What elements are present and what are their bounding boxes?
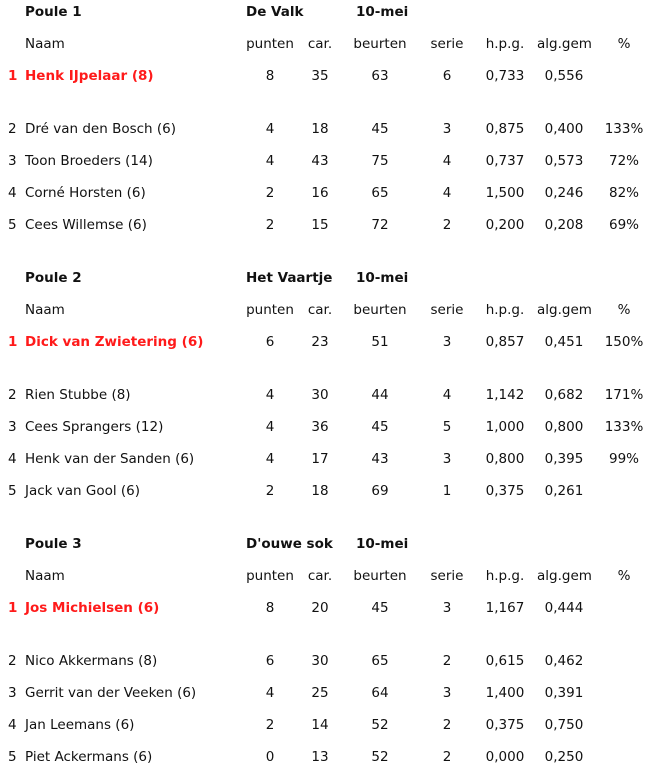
player-name: Jack van Gool (6)	[25, 483, 141, 499]
cell-punten: 2	[265, 717, 275, 733]
cell-punten: 4	[265, 387, 275, 403]
cell-beurten: 44	[371, 387, 389, 403]
cell-car: 15	[311, 217, 329, 233]
cell-hpg: 0,375	[485, 483, 525, 499]
player-name: Henk van der Sanden (6)	[25, 451, 195, 467]
cell-hpg: 1,167	[485, 600, 525, 616]
cell-serie: 2	[442, 717, 452, 733]
poule-title: Poule 1	[25, 4, 82, 20]
cell-car: 18	[311, 121, 329, 137]
rank-number: 1	[8, 68, 18, 84]
cell-algem: 0,246	[544, 185, 584, 201]
cell-pct: 72%	[608, 153, 639, 169]
cell-hpg: 1,400	[485, 685, 525, 701]
cell-algem: 0,556	[544, 68, 584, 84]
cell-pct: 69%	[608, 217, 639, 233]
winner-name: Jos Michielsen (6)	[25, 600, 160, 616]
cell-hpg: 1,000	[485, 419, 525, 435]
cell-serie: 5	[442, 419, 452, 435]
column-header-car: car.	[307, 302, 333, 318]
cell-algem: 0,800	[544, 419, 584, 435]
cell-serie: 4	[442, 387, 452, 403]
cell-car: 30	[311, 653, 329, 669]
cell-car: 43	[311, 153, 329, 169]
cell-hpg: 0,200	[485, 217, 525, 233]
column-header-naam: Naam	[25, 36, 65, 52]
poule-location: D'ouwe sok	[246, 536, 333, 552]
cell-algem: 0,391	[544, 685, 584, 701]
cell-beurten: 64	[371, 685, 389, 701]
poule-title: Poule 2	[25, 270, 82, 286]
cell-punten: 8	[265, 68, 275, 84]
column-header-serie: serie	[430, 568, 464, 584]
poule-title: Poule 3	[25, 536, 82, 552]
player-name: Nico Akkermans (8)	[25, 653, 158, 669]
cell-serie: 4	[442, 153, 452, 169]
player-name: Gerrit van der Veeken (6)	[25, 685, 197, 701]
player-name: Toon Broeders (14)	[25, 153, 153, 169]
cell-serie: 3	[442, 334, 452, 350]
rank-number: 1	[8, 600, 18, 616]
cell-pct: 171%	[604, 387, 644, 403]
poule-location: De Valk	[246, 4, 304, 20]
player-name: Rien Stubbe (8)	[25, 387, 131, 403]
cell-hpg: 0,737	[485, 153, 525, 169]
cell-serie: 6	[442, 68, 452, 84]
cell-algem: 0,208	[544, 217, 584, 233]
cell-punten: 6	[265, 334, 275, 350]
rank-number: 2	[8, 387, 17, 403]
cell-pct: 133%	[604, 121, 644, 137]
cell-beurten: 65	[371, 653, 389, 669]
cell-beurten: 75	[371, 153, 389, 169]
rank-number: 2	[8, 653, 17, 669]
cell-punten: 4	[265, 451, 275, 467]
rank-number: 3	[8, 153, 17, 169]
cell-hpg: 1,500	[485, 185, 525, 201]
cell-beurten: 65	[371, 185, 389, 201]
cell-car: 17	[311, 451, 329, 467]
cell-algem: 0,573	[544, 153, 584, 169]
cell-pct: 99%	[608, 451, 639, 467]
cell-serie: 2	[442, 749, 452, 765]
poule-location: Het Vaartje	[246, 270, 333, 286]
cell-algem: 0,250	[544, 749, 584, 765]
player-name: Cees Sprangers (12)	[25, 419, 164, 435]
winner-name: Henk IJpelaar (8)	[25, 68, 154, 84]
cell-serie: 3	[442, 451, 452, 467]
cell-car: 18	[311, 483, 329, 499]
cell-algem: 0,444	[544, 600, 584, 616]
cell-punten: 0	[265, 749, 275, 765]
cell-beurten: 51	[371, 334, 389, 350]
cell-punten: 2	[265, 185, 275, 201]
cell-beurten: 52	[371, 749, 389, 765]
column-header-car: car.	[307, 36, 333, 52]
rank-number: 5	[8, 483, 17, 499]
cell-punten: 2	[265, 483, 275, 499]
cell-punten: 6	[265, 653, 275, 669]
winner-name: Dick van Zwietering (6)	[25, 334, 204, 350]
player-name: Piet Ackermans (6)	[25, 749, 153, 765]
cell-pct: 82%	[608, 185, 639, 201]
rank-number: 1	[8, 334, 18, 350]
cell-serie: 4	[442, 185, 452, 201]
player-name: Cees Willemse (6)	[25, 217, 147, 233]
cell-car: 20	[311, 600, 329, 616]
cell-serie: 3	[442, 685, 452, 701]
cell-beurten: 72	[371, 217, 389, 233]
column-header-beurten: beurten	[353, 302, 407, 318]
cell-hpg: 0,800	[485, 451, 525, 467]
cell-beurten: 63	[371, 68, 389, 84]
column-header-algem: alg.gem	[537, 302, 592, 318]
player-name: Corné Horsten (6)	[25, 185, 146, 201]
column-header-algem: alg.gem	[537, 568, 592, 584]
cell-car: 25	[311, 685, 329, 701]
cell-car: 36	[311, 419, 329, 435]
cell-car: 23	[311, 334, 329, 350]
cell-algem: 0,395	[544, 451, 584, 467]
cell-serie: 3	[442, 121, 452, 137]
rank-number: 4	[8, 185, 17, 201]
column-header-pct: %	[617, 568, 631, 584]
column-header-hpg: h.p.g.	[485, 36, 525, 52]
poule-date: 10-mei	[356, 270, 409, 286]
column-header-beurten: beurten	[353, 568, 407, 584]
cell-algem: 0,682	[544, 387, 584, 403]
cell-punten: 4	[265, 153, 275, 169]
cell-beurten: 45	[371, 419, 389, 435]
cell-punten: 4	[265, 121, 275, 137]
column-header-hpg: h.p.g.	[485, 568, 525, 584]
cell-serie: 3	[442, 600, 452, 616]
cell-hpg: 0,615	[485, 653, 525, 669]
cell-car: 13	[311, 749, 329, 765]
player-name: Jan Leemans (6)	[25, 717, 135, 733]
rank-number: 2	[8, 121, 17, 137]
column-header-pct: %	[617, 302, 631, 318]
cell-car: 16	[311, 185, 329, 201]
rank-number: 5	[8, 217, 17, 233]
cell-car: 14	[311, 717, 329, 733]
cell-algem: 0,400	[544, 121, 584, 137]
cell-hpg: 0,375	[485, 717, 525, 733]
column-header-punten: punten	[246, 36, 294, 52]
cell-punten: 4	[265, 419, 275, 435]
cell-algem: 0,750	[544, 717, 584, 733]
column-header-car: car.	[307, 568, 333, 584]
cell-algem: 0,451	[544, 334, 584, 350]
column-header-punten: punten	[246, 302, 294, 318]
cell-beurten: 45	[371, 600, 389, 616]
cell-algem: 0,261	[544, 483, 584, 499]
column-header-punten: punten	[246, 568, 294, 584]
column-header-naam: Naam	[25, 568, 65, 584]
column-header-algem: alg.gem	[537, 36, 592, 52]
cell-punten: 8	[265, 600, 275, 616]
cell-car: 30	[311, 387, 329, 403]
rank-number: 5	[8, 749, 17, 765]
cell-hpg: 0,733	[485, 68, 525, 84]
cell-beurten: 45	[371, 121, 389, 137]
cell-serie: 2	[442, 217, 452, 233]
player-name: Dré van den Bosch (6)	[25, 121, 177, 137]
column-header-naam: Naam	[25, 302, 65, 318]
rank-number: 3	[8, 419, 17, 435]
cell-hpg: 0,857	[485, 334, 525, 350]
cell-algem: 0,462	[544, 653, 584, 669]
cell-serie: 2	[442, 653, 452, 669]
poule-date: 10-mei	[356, 4, 409, 20]
cell-hpg: 0,000	[485, 749, 525, 765]
column-header-hpg: h.p.g.	[485, 302, 525, 318]
cell-beurten: 52	[371, 717, 389, 733]
column-header-serie: serie	[430, 36, 464, 52]
rank-number: 3	[8, 685, 17, 701]
cell-punten: 2	[265, 217, 275, 233]
cell-beurten: 69	[371, 483, 389, 499]
poule-date: 10-mei	[356, 536, 409, 552]
cell-beurten: 43	[371, 451, 389, 467]
cell-pct: 150%	[604, 334, 644, 350]
column-header-serie: serie	[430, 302, 464, 318]
cell-hpg: 1,142	[485, 387, 525, 403]
rank-number: 4	[8, 451, 17, 467]
column-header-pct: %	[617, 36, 631, 52]
column-header-beurten: beurten	[353, 36, 407, 52]
cell-serie: 1	[442, 483, 452, 499]
rank-number: 4	[8, 717, 17, 733]
cell-pct: 133%	[604, 419, 644, 435]
cell-hpg: 0,875	[485, 121, 525, 137]
cell-car: 35	[311, 68, 329, 84]
cell-punten: 4	[265, 685, 275, 701]
